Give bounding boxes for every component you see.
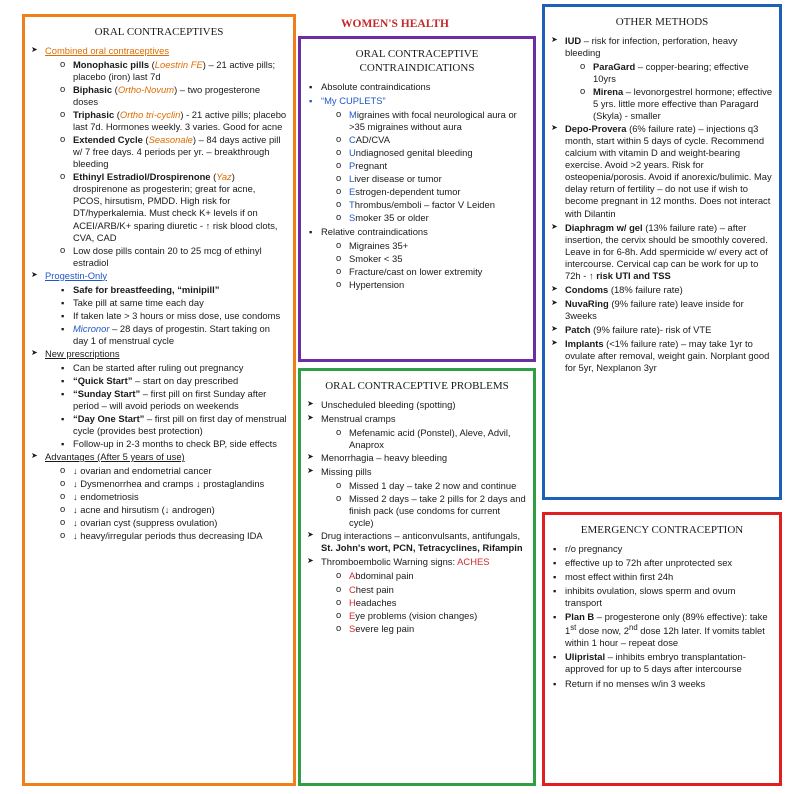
relative-item: o Fracture/cast on lower extremity: [335, 266, 527, 278]
other-methods-box: [542, 4, 782, 500]
plan-b-item: ▪ Plan B – progesterone only (89% effective): take 1st dose now, 2nd dose 12h later. If vomits tablet within 1 hour – repeat dose: [551, 611, 773, 649]
emergency-box: [542, 512, 782, 786]
advantage-item: o ↓ endometriosis: [59, 491, 287, 503]
iud-item: ➤ IUD – risk for infection, perforation, heavy bleeding: [551, 35, 773, 59]
oral-contraceptives-title: ORAL CONTRACEPTIVES: [94, 26, 224, 38]
new-rx-item: ▪ “Day One Start” – first pill on first day of menstrual cycle (provides best protection): [59, 413, 287, 437]
diaphragm-item: ➤ Diaphragm w/ gel (13% failure rate) – after insertion, the cervix should be smoothly covered. Leave in for 6-8h. Add spermicide w/ every act of intercourse. Cervical cap can be work for up to 72h - ↑ risk UTI and TSS: [551, 222, 773, 282]
problem-subitem: o Mefenamic acid (Ponstel), Aleve, Advil, Anaprox: [335, 427, 527, 451]
progestin-item: ▪ Micronor – 28 days of progestin. Start taking on day 1 of menstrual cycle: [59, 323, 287, 347]
problem-subitem: o Missed 1 day – take 2 now and continue: [335, 480, 527, 492]
cuplet-item: o Thrombus/emboli – factor V Leiden: [335, 199, 527, 211]
iud-subitem: o ParaGard – copper-bearing; effective 10yrs: [579, 61, 773, 85]
advantage-item: o ↓ ovarian cyst (suppress ovulation): [59, 517, 287, 529]
aches-item: o Abdominal pain: [335, 570, 527, 582]
emergency-item: ▪ inhibits ovulation, slows sperm and ovum transport: [551, 585, 773, 609]
implants-item: ➤ Implants (<1% failure rate) – may take 1yr to ovulate after removal, weight gain. Norplant good for 5yr, Nexplanon 3yr: [551, 338, 773, 374]
problems-title: ORAL CONTRACEPTIVE PROBLEMS: [325, 380, 509, 392]
contraindications-title: ORAL CONTRACEPTIVE CONTRAINDICATIONS: [355, 48, 479, 75]
aches-item: o Chest pain: [335, 584, 527, 596]
advantage-item: o ↓ acne and hirsutism (↓ androgen): [59, 504, 287, 516]
aches-item: o Severe leg pain: [335, 623, 527, 635]
depo-provera-item: ➤ Depo-Provera (6% failure rate) – injections q3 month, start within 5 days of cycle. Recommend calcium with vitamin D and weight-bearing exercise. Avoid >2 years. Risk for osteopenia/porosis. Avoid if anorexic/bulimic. May delay return of fertility – do not use if wish to become pregnant in 12 months. Does not interact with Dilantin: [551, 123, 773, 219]
problem-subitem: o Missed 2 days – take 2 pills for 2 days and finish pack (use condoms for current cycle): [335, 493, 527, 529]
combined-heading: ➤ Combined oral contraceptives: [31, 45, 287, 57]
lowdose-item: o Low dose pills contain 20 to 25 mcg of ethinyl estradiol: [59, 245, 287, 269]
oral-contraceptives-box: [22, 14, 296, 786]
cuplet-item: o Migraines with focal neurological aura or >35 migraines without aura: [335, 109, 527, 133]
cuplet-item: o Estrogen-dependent tumor: [335, 186, 527, 198]
advantage-item: o ↓ Dysmenorrhea and cramps ↓ prostaglandins: [59, 478, 287, 490]
new-rx-item: ▪ “Quick Start” – start on day prescribed: [59, 375, 287, 387]
new-rx-item: ▪ Follow-up in 2-3 months to check BP, side effects: [59, 438, 287, 450]
emergency-item: ▪ Return if no menses w/in 3 weeks: [551, 678, 773, 690]
absolute-heading: ▪ Absolute contraindications: [307, 81, 527, 93]
problem-item: ➤ Menstrual cramps: [307, 413, 527, 425]
patch-item: ➤ Patch (9% failure rate)- risk of VTE: [551, 324, 773, 336]
relative-heading: ▪ Relative contraindications: [307, 226, 527, 238]
progestin-item: ▪ Take pill at same time each day: [59, 297, 287, 309]
problems-box: [298, 368, 536, 786]
problem-item: ➤ Thromboembolic Warning signs: ACHES: [307, 556, 527, 568]
problem-item: ➤ Unscheduled bleeding (spotting): [307, 399, 527, 411]
problem-item: ➤ Menorrhagia – heavy bleeding: [307, 452, 527, 464]
biphasic-item: o Biphasic (Ortho-Novum) – two progesterone doses: [59, 84, 287, 108]
triphasic-item: o Triphasic (Ortho tri-cyclin) - 21 active pills; placebo last 7d. Hormones weekly. 3 varies. Good for acne: [59, 109, 287, 133]
condoms-item: ➤ Condoms (18% failure rate): [551, 284, 773, 296]
monophasic-item: o Monophasic pills (Loestrin FE) – 21 active pills; placebo (iron) last 7d: [59, 59, 287, 83]
other-methods-title: OTHER METHODS: [615, 16, 709, 28]
cuplet-item: o Undiagnosed genital bleeding: [335, 147, 527, 159]
advantage-item: o ↓ heavy/irregular periods thus decreasing IDA: [59, 530, 287, 542]
emergency-title: EMERGENCY CONTRACEPTION: [580, 524, 744, 536]
cuplet-item: o CAD/CVA: [335, 134, 527, 146]
iud-subitem: o Mirena – levonorgestrel hormone; effective 5 yrs. little more effective than Paragard (Skyla) - smaller: [579, 86, 773, 122]
progestin-heading: ➤ Progestin-Only: [31, 270, 287, 282]
contraindications-box: [298, 36, 536, 362]
emergency-item: ▪ r/o pregnancy: [551, 543, 773, 555]
relative-item: o Migraines 35+: [335, 240, 527, 252]
cuplets-heading: ▪ “My CUPLETS”: [307, 95, 527, 107]
emergency-item: ▪ effective up to 72h after unprotected sex: [551, 557, 773, 569]
ulipristal-item: ▪ Ulipristal – inhibits embryo transplantation-approved for up to 5 days after intercourse: [551, 651, 773, 675]
relative-item: o Smoker < 35: [335, 253, 527, 265]
relative-item: o Hypertension: [335, 279, 527, 291]
problem-item: ➤ Drug interactions – anticonvulsants, antifungals, St. John's wort, PCN, Tetracyclines, Rifampin: [307, 530, 527, 554]
cuplet-item: o Pregnant: [335, 160, 527, 172]
page-title: WOMEN'S HEALTH: [341, 18, 449, 30]
cuplet-item: o Liver disease or tumor: [335, 173, 527, 185]
nuvaring-item: ➤ NuvaRing (9% failure rate) leave inside for 3weeks: [551, 298, 773, 322]
new-rx-item: ▪ Can be started after ruling out pregnancy: [59, 362, 287, 374]
cuplet-item: o Smoker 35 or older: [335, 212, 527, 224]
problem-item: ➤ Missing pills: [307, 466, 527, 478]
progestin-item: ▪ If taken late > 3 hours or miss dose, use condoms: [59, 310, 287, 322]
advantages-heading: ➤ Advantages (After 5 years of use): [31, 451, 287, 463]
ethinyl-item: o Ethinyl Estradiol/Drospirenone (Yaz) drospirenone as progesterin; great for acne, PCOS, hirsutism, PMDD. High risk for DT/hyperkalemia. Must check K+ levels if on ACEI/ARB/K+ sparing diuretic - ↑ risk blood clots, CVA, CAD: [59, 171, 287, 243]
aches-item: o Headaches: [335, 597, 527, 609]
extended-cycle-item: o Extended Cycle (Seasonale) – 84 days active pill w/ 7 free days. 4 periods per yr. – breakthrough bleeding: [59, 134, 287, 170]
new-prescriptions-heading: ➤ New prescriptions: [31, 348, 287, 360]
aches-item: o Eye problems (vision changes): [335, 610, 527, 622]
new-rx-item: ▪ “Sunday Start” – first pill on first Sunday after period – will avoid periods on weekends: [59, 388, 287, 412]
progestin-item: ▪ Safe for breastfeeding, “minipill”: [59, 284, 287, 296]
advantage-item: o ↓ ovarian and endometrial cancer: [59, 465, 287, 477]
emergency-item: ▪ most effect within first 24h: [551, 571, 773, 583]
